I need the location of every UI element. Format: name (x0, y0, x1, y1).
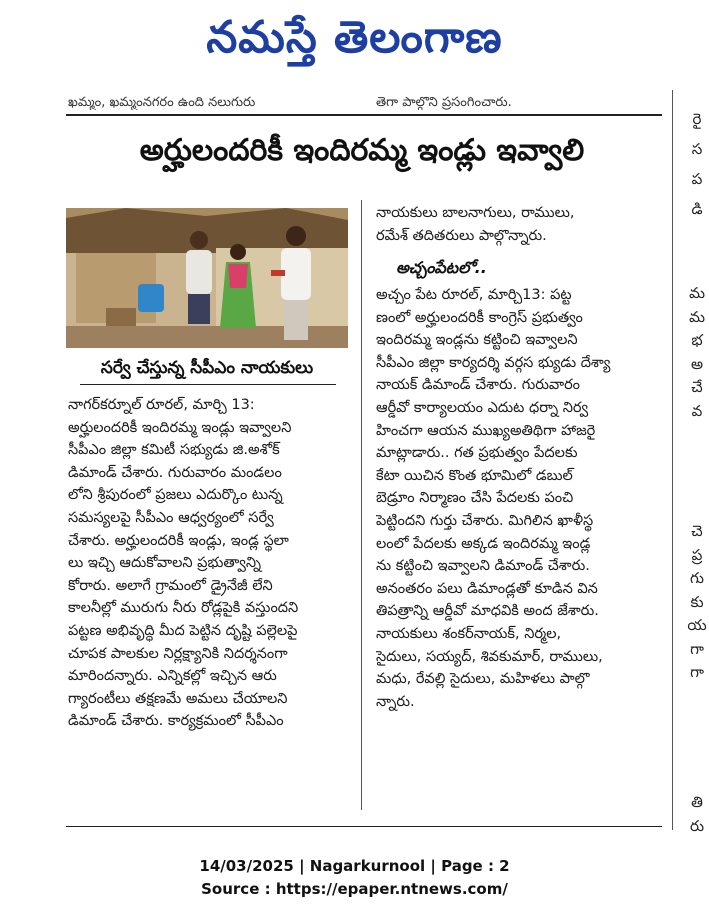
top-divider (66, 114, 662, 116)
footer-date-edition: 14/03/2025 | Nagarkurnool | Page : 2 (199, 857, 510, 875)
body-line: నాయక్ డిమాండ్ చేశారు. గురువారం (376, 377, 581, 394)
left-column-body (68, 394, 350, 733)
body-line: లోని శ్రీపురంలో ప్రజలు ఎదుర్కొం టున్న (68, 487, 283, 504)
body-line: సీపీఎం జిల్లా కార్యదర్శి వర్గస భ్యుడు దేశ్యా (376, 354, 611, 371)
body-line: డిమాండ్ చేశారు. కార్యక్రమంలో సీపీఎం (68, 713, 284, 730)
body-line: అచ్చం పేట రూరల్, మార్చి13: పట్ట (376, 287, 572, 303)
survey-photo-illustration (66, 208, 348, 348)
photo-caption: సర్వే చేస్తున్న సీపీఎం నాయకులు (100, 358, 314, 378)
body-line: లు ఇచ్చి ఆదుకోవాలని ప్రభుత్వాన్ని (68, 555, 261, 572)
body-line: ను కట్టించి ఇవ్వాలని డిమాండ్ చేశారు. (376, 558, 590, 575)
body-line: పెట్టిందని గుర్తు చేశారు. మిగిలిన ఖాళీస్థ (376, 512, 594, 529)
right-column-top (376, 202, 664, 247)
right-edge-separator (672, 90, 673, 830)
body-line: సీపీఎం జిల్లా కమిటీ సభ్యుడు జి.అశోక్ (68, 442, 280, 459)
body-line: అర్హులందరికీ ఇందిరమ్మ ఇండ్లు ఇవ్వాలని (68, 419, 292, 436)
body-line: ణంలో అర్హులందరికీ కాంగ్రెస్ ప్రభుత్వం (376, 309, 583, 326)
body-line: సైదులు, సయ్యద్, శివకుమార్, రాములు, (376, 648, 603, 665)
body-line: గ్యారంటీలు తక్షణమే అమలు చేయాలని (68, 690, 288, 707)
body-line: మాట్లాడారు.. గత ప్రభుత్వం పేదలకు (376, 445, 578, 462)
adjacent-article-fragment-4: తి రు (689, 793, 705, 835)
footer-source: Source : https://epaper.ntnews.com/ (201, 880, 508, 898)
previous-article-fragment-left: ఖమ్మం, ఖమ్మంనగరం ఉంది నలుగురు (68, 95, 256, 110)
adjacent-article-fragment-3: చె ప్ర గు కు య గా గా (687, 522, 707, 681)
adjacent-article-fragment-2: మ మ భ అ చే వ (689, 284, 705, 420)
body-line: నాగర్‌కర్నూల్ రూరల్, మార్చి 13: (68, 397, 255, 413)
body-line: బెడ్రూం నిర్మాణం చేసి పేదలకు పంచి (376, 490, 574, 507)
sub-heading-achampet: అచ్చంపేటలో.. (396, 258, 487, 277)
body-line: డిమాండ్ చేశారు. గురువారం మండలం (68, 464, 282, 481)
adjacent-article-fragment-1: రై స ప డి (691, 110, 703, 218)
body-line: పట్టణ అభివృద్ధి మీద పెట్టిన దృష్టి పల్లెలపై (68, 622, 298, 639)
body-line: రమేశ్ తదితరులు పాల్గొన్నారు. (376, 227, 547, 244)
body-line: హించగా ఆయన ముఖ్యఅతిథిగా హాజరై (376, 422, 596, 439)
body-line: నాయకులు శంకర్‌నాయక్, నిర్మల, (376, 625, 562, 642)
body-line: చేశారు. అర్హులందరికీ ఇండ్లు, ఇండ్ల స్థలా (68, 532, 289, 549)
bottom-divider (66, 826, 662, 827)
right-column-body (376, 284, 664, 713)
body-line: ఆర్డీవో కార్యాలయం ఎదుట ధర్నా నిర్వ (376, 399, 589, 416)
masthead (0, 0, 709, 80)
body-line: చూపక పాలకుల నిర్లక్ష్యానికి నిదర్శనంగా (68, 645, 288, 662)
body-line: కోరారు. అలాగే గ్రామంలో డ్రైనేజీ లేని (68, 577, 273, 594)
newspaper-logo: నమస్తే తెలంగాణ (206, 12, 503, 63)
article-headline: అర్హులందరికీ ఇందిరమ్మ ఇండ్లు ఇవ్వాలి (139, 133, 585, 168)
body-line: నాయకులు బాలనాగులు, రాములు, (376, 205, 575, 221)
body-line: న్నారు. (376, 693, 415, 710)
body-line: మారిందన్నారు. ఎన్నికల్లో ఇచ్చిన ఆరు (68, 668, 277, 685)
caption-underline (80, 384, 336, 385)
body-line: సమస్యలపై సీపీఎం ఆధ్వర్యంలో సర్వే (68, 509, 274, 526)
body-line: ఇందిరమ్మ ఇండ్లను కట్టించి ఇవ్వాలని (376, 332, 578, 349)
column-separator (361, 200, 362, 810)
body-line: లంలో పేదలకు అక్కడ ఇందిరమ్మ ఇండ్ల (376, 535, 591, 552)
body-line: కాలనీల్లో మురుగు నీరు రోడ్లపైకి వస్తుందని (68, 600, 299, 617)
body-line: మధు, రేవల్లి సైదులు, మహిళలు పాల్గొ (376, 671, 590, 688)
body-line: కేటా యిచిన కొంత భూమిలో డబుల్ (376, 467, 573, 484)
article-photo (66, 208, 348, 348)
body-line: తిపత్రాన్ని ఆర్డీవో మాధవికి అంద జేశారు. (376, 603, 599, 620)
body-line: అనంతరం పలు డిమాండ్లతో కూడిన విన (376, 580, 598, 597)
previous-article-fragment-right: తెగా పాల్గొని ప్రసంగించారు. (376, 95, 512, 110)
